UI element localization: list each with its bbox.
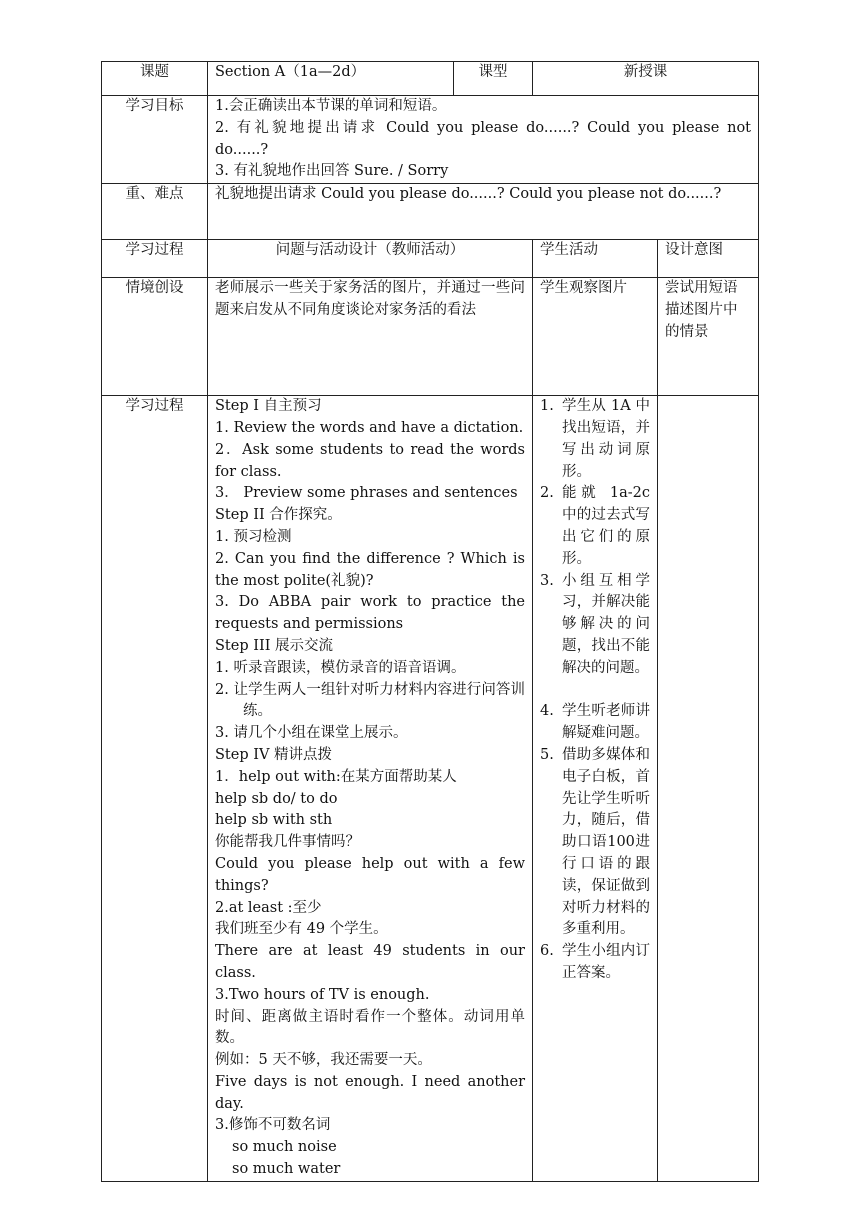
- situation-teacher-text: 老师展示一些关于家务活的图片，并通过一些问题来启发从不同角度谈论对家务活的看法: [208, 278, 533, 396]
- lesson-type-value: 新授课: [533, 62, 759, 96]
- process-row: [102, 396, 759, 1182]
- teacher-line: 1. 听录音跟读，模仿录音的语音语调。: [215, 659, 466, 676]
- student-activity-item: [540, 571, 650, 680]
- teacher-line: 你能帮我几件事情吗？: [215, 834, 360, 851]
- objective-line: 1.会正确读出本节课的单词和短语。: [215, 98, 447, 114]
- teacher-line: 2. Can you find the difference ? Which is the most polite(礼貌)?: [215, 550, 525, 589]
- teacher-line: so much noise: [232, 1139, 337, 1156]
- item-text: 学生听老师讲解疑难问题。: [562, 703, 650, 742]
- process-header-label: 学习过程: [102, 240, 208, 278]
- teacher-line: Step II 合作探究。: [215, 507, 342, 524]
- process-student-content: [533, 396, 658, 1182]
- teacher-line: 3. Do ABBA pair work to practice the requests and permissions: [215, 594, 525, 633]
- topic-value: Section A（1a—2d）: [208, 62, 454, 96]
- teacher-line: 2．Ask some students to read the words for class.: [215, 441, 525, 480]
- item-number: 2.: [540, 485, 554, 502]
- item-number: 5.: [540, 746, 554, 763]
- process-teacher-content: [208, 396, 533, 1182]
- student-activity-item: [540, 396, 650, 483]
- design-intent-header: 设计意图: [658, 240, 759, 278]
- teacher-line: 3. 请几个小组在课堂上展示。: [215, 725, 408, 742]
- situation-intent-text: 尝试用短语描述图片中的情景: [658, 278, 759, 396]
- item-number: 4.: [540, 703, 554, 720]
- situation-label: 情境创设: [102, 278, 208, 396]
- teacher-line: 2. 让学生两人一组针对听力材料内容进行问答训练。: [215, 681, 525, 720]
- objectives-content: [208, 96, 759, 184]
- student-activity-header: 学生活动: [533, 240, 658, 278]
- topic-label: 课题: [102, 62, 208, 96]
- objective-line: 3. 有礼貌地作出回答 Sure. / Sorry: [215, 163, 449, 180]
- item-text: 学生从 1A 中找出短语，并写出动词原形。: [562, 398, 650, 480]
- teacher-line: 例如：5 天不够，我还需要一天。: [215, 1052, 432, 1069]
- teacher-line: help sb with sth: [215, 812, 333, 829]
- objectives-row: [102, 96, 759, 184]
- teacher-line: Step I 自主预习: [215, 398, 322, 415]
- teacher-line: Could you please help out with a few things?: [215, 855, 525, 894]
- item-number: 3.: [540, 572, 554, 589]
- key-points-label: 重、难点: [102, 184, 208, 240]
- lesson-plan-table: [101, 61, 759, 1182]
- teacher-line: 我们班至少有 49 个学生。: [215, 921, 388, 938]
- student-activity-list: [540, 396, 650, 985]
- item-number: 1.: [540, 398, 554, 415]
- student-activity-item: [540, 941, 650, 985]
- teacher-line: so much water: [232, 1161, 341, 1178]
- item-text: 学生小组内订正答案。: [562, 943, 650, 981]
- situation-student-text: 学生观察图片: [533, 278, 658, 396]
- student-activity-item: [540, 745, 650, 941]
- student-activity-item: [540, 701, 650, 745]
- teacher-line: 1. Review the words and have a dictation.: [215, 419, 524, 436]
- teacher-line: 2.at least :至少: [215, 899, 322, 916]
- teacher-activity-header: 问题与活动设计（教师活动）: [208, 240, 533, 278]
- item-text: 小组互相学习，并解决能够解决的问题，找出不能解决的问题。: [562, 572, 650, 676]
- process-intent-content: [658, 396, 759, 1182]
- process-header-row: [102, 240, 759, 278]
- key-points-text: 礼貌地提出请求 Could you please do......? Could you please not do......?: [208, 184, 759, 240]
- lesson-type-label: 课型: [454, 62, 533, 96]
- teacher-line: 时间、距离做主语时看作一个整体。动词用单数。: [215, 1008, 525, 1047]
- teacher-line: 1．help out with:在某方面帮助某人: [215, 768, 457, 785]
- key-points-row: [102, 184, 759, 240]
- situation-row: [102, 278, 759, 396]
- objectives-label: 学习目标: [102, 96, 208, 184]
- teacher-line: 3． Preview some phrases and sentences: [215, 485, 518, 502]
- teacher-line: 1. 预习检测: [215, 528, 292, 545]
- teacher-line: Five days is not enough. I need another day.: [215, 1073, 525, 1112]
- student-activity-item: [540, 483, 650, 570]
- teacher-line: 3.修饰不可数名词: [215, 1117, 331, 1134]
- teacher-line: help sb do/ to do: [215, 790, 338, 807]
- process-label: 学习过程: [102, 396, 208, 1182]
- item-text: 能就 1a-2c 中的过去式写出它们的原形。: [562, 485, 650, 567]
- header-row: [102, 62, 759, 96]
- item-number: 6.: [540, 943, 554, 960]
- teacher-line: Step IV 精讲点拨: [215, 746, 333, 763]
- item-text: 借助多媒体和电子白板，首先让学生听听力，随后，借助口语100进行口语的跟读，保证做到对听力材料的多重利用。: [562, 746, 650, 938]
- teacher-line: 3.Two hours of TV is enough.: [215, 986, 430, 1003]
- teacher-line: There are at least 49 students in our class.: [215, 943, 525, 981]
- teacher-line: Step III 展示交流: [215, 637, 334, 654]
- objective-line: 2. 有礼貌地提出请求 Could you please do......? Could you please not do......?: [215, 119, 751, 158]
